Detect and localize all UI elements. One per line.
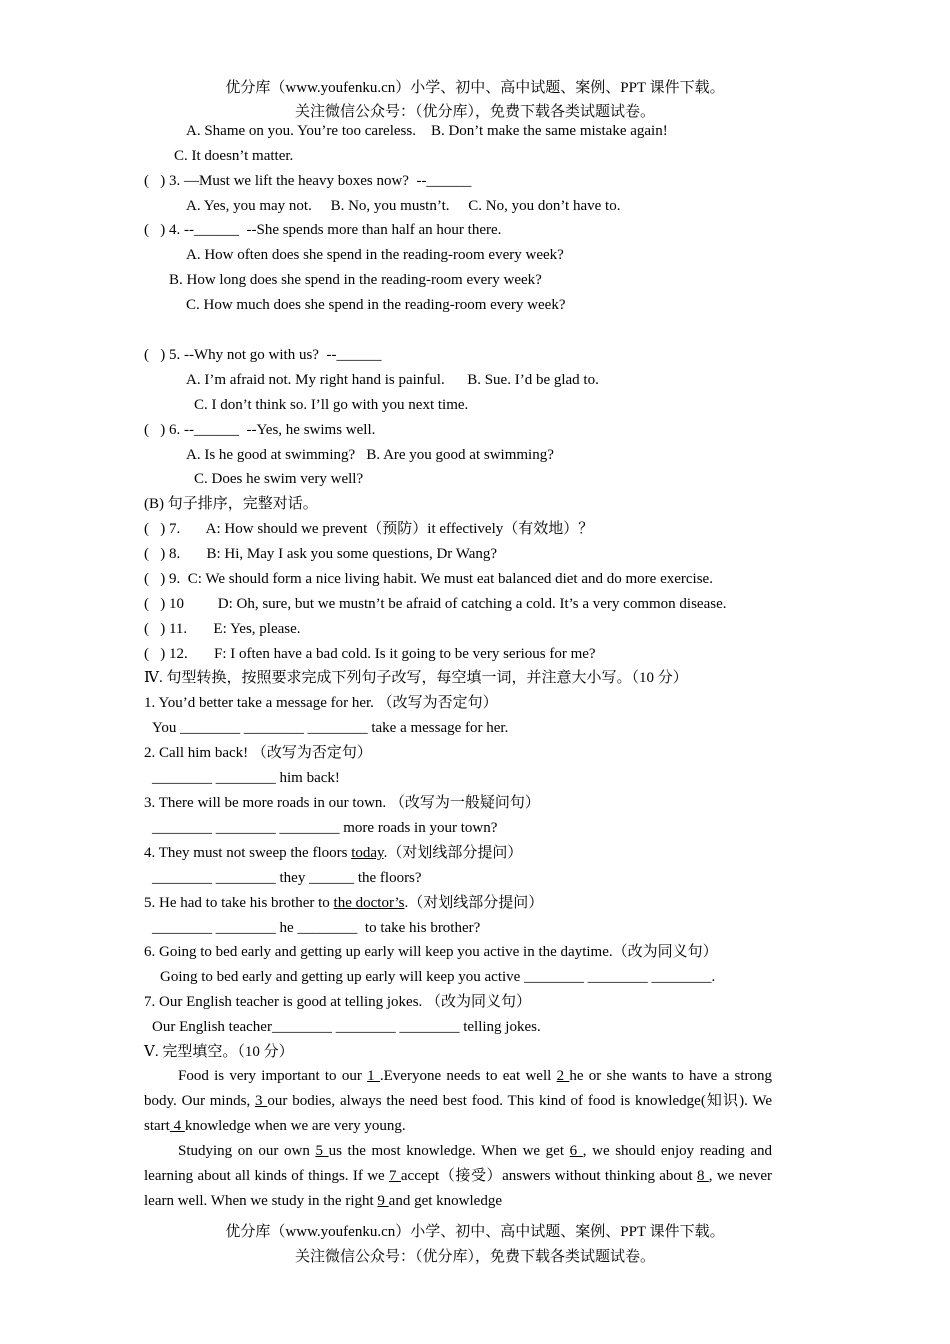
section-4-title: Ⅳ. 句型转换，按照要求完成下列句子改写，每空填一词，并注意大小写。（10 分）: [144, 670, 688, 686]
s4-q5-instruction: .（对划线部分提问）: [404, 895, 544, 911]
s4-question-4: [144, 843, 522, 863]
ordering-row-11: ( ) 11. E: Yes, please.: [144, 621, 301, 637]
q3-stem: ( ) 3. —Must we lift the heavy boxes now? --______: [144, 173, 472, 189]
cloze-blank-8: 8: [696, 1168, 709, 1184]
ordering-row-12: ( ) 12. F: I often have a bad cold. Is it going to be very serious for me?: [144, 646, 596, 662]
header-line-1: 优分库（www.youfenku.cn）小学、初中、高中试题、案例、PPT 课件下载。: [225, 80, 725, 96]
cloze-text: he or she wants to have a strong body. Our minds,: [144, 1068, 772, 1109]
q6-stem: ( ) 6. --______ --Yes, he swims well.: [144, 422, 376, 438]
cloze-blank-4: 4: [169, 1118, 185, 1134]
cloze-text: .Everyone needs to eat well: [379, 1068, 557, 1084]
s4-answer-5: ________ ________ he ________ to take his brother?: [152, 920, 481, 936]
cloze-text: accept（接受）answers without thinking about: [400, 1168, 697, 1184]
cloze-text: , we should enjoy reading and learning about all kinds of things. If we: [144, 1143, 773, 1184]
section-5-title: Ⅴ. 完型填空。（10 分）: [144, 1044, 294, 1060]
cloze-text: knowledge when we are very young.: [184, 1118, 406, 1134]
s4-question-5: [144, 893, 543, 913]
s4-answer-4: ________ ________ they ______ the floors?: [152, 870, 422, 886]
header-line-2: 关注微信公众号：（优分库），免费下载各类试题试卷。: [294, 104, 655, 120]
s4-question-6: 6. Going to bed early and getting up early will keep you active in the daytime.（改为同义句）: [144, 944, 718, 960]
q4-option-a: A. How often does she spend in the reading-room every week?: [186, 247, 564, 263]
cloze-blank-5: 5: [315, 1143, 329, 1159]
cloze-blank-9: 9: [377, 1193, 389, 1209]
cloze-paragraph-1: [144, 1064, 772, 1139]
cloze-blank-6: 6: [569, 1143, 583, 1159]
ordering-row-7: ( ) 7. A: How should we prevent（预防）it effectively（有效地）？: [144, 521, 594, 537]
s4-question-3: 3. There will be more roads in our town. （改写为一般疑问句）: [144, 795, 540, 811]
q3-options: A. Yes, you may not. B. No, you mustn’t. C. No, you don’t have to.: [186, 198, 621, 214]
ordering-row-9: ( ) 9. C: We should form a nice living habit. We must eat balanced diet and do more exercise.: [144, 571, 713, 587]
s4-q4-instruction: .（对划线部分提问）: [383, 845, 523, 861]
cloze-blank-1: 1: [367, 1068, 380, 1084]
s4-question-2: 2. Call him back! （改写为否定句）: [144, 745, 372, 761]
q5-stem: ( ) 5. --Why not go with us? --______: [144, 347, 382, 363]
q2-option-c: C. It doesn’t matter.: [174, 148, 294, 164]
q6-option-c: C. Does he swim very well?: [194, 471, 364, 487]
q5-options: A. I’m afraid not. My right hand is painful. B. Sue. I’d be glad to.: [186, 372, 599, 388]
cloze-text: and get knowledge: [388, 1193, 502, 1209]
cloze-blank-2: 2: [556, 1068, 570, 1084]
footer-line-1: 优分库（www.youfenku.cn）小学、初中、高中试题、案例、PPT 课件下载。: [225, 1224, 725, 1240]
ordering-row-8: ( ) 8. B: Hi, May I ask you some questions, Dr Wang?: [144, 546, 498, 562]
cloze-text: Food is very important to our: [178, 1068, 368, 1084]
ordering-row-10: ( ) 10 D: Oh, sure, but we mustn’t be afraid of catching a cold. It’s a very common disease.: [144, 596, 727, 612]
s4-q5-text: 5. He had to take his brother to: [144, 895, 334, 911]
q4-option-b: B. How long does she spend in the reading-room every week?: [169, 272, 542, 288]
cloze-blank-3: 3: [255, 1093, 268, 1109]
cloze-paragraph-2: [144, 1139, 772, 1214]
cloze-text: our bodies, always the need best food. This kind of food is knowledge(知识). We start: [144, 1093, 773, 1134]
q5-option-c: C. I don’t think so. I’ll go with you next time.: [194, 397, 469, 413]
q4-option-c: C. How much does she spend in the reading-room every week?: [186, 297, 566, 313]
cloze-text: Studying on our own: [178, 1143, 316, 1159]
footer-line-2: 关注微信公众号：（优分库），免费下载各类试题试卷。: [294, 1249, 655, 1265]
s4-answer-6: Going to bed early and getting up early will keep you active ________ ________ ________.: [160, 969, 716, 985]
s4-question-7: 7. Our English teacher is good at telling jokes. （改为同义句）: [144, 994, 532, 1010]
cloze-blank-7: 7: [389, 1168, 401, 1184]
section-b-title: (B) 句子排序，完整对话。: [144, 496, 318, 512]
s4-question-1: 1. You’d better take a message for her. （改写为否定句）: [144, 695, 498, 711]
q2-options-ab: A. Shame on you. You’re too careless. B. Don’t make the same mistake again!: [186, 123, 668, 139]
s4-answer-1: You ________ ________ ________ take a message for her.: [152, 720, 509, 736]
cloze-text: , we never learn well. When we study in the right: [144, 1168, 773, 1209]
q4-stem: ( ) 4. --______ --She spends more than half an hour there.: [144, 222, 502, 238]
s4-q5-underlined: the doctor’s: [333, 895, 405, 911]
s4-q4-underlined: today: [351, 845, 384, 861]
s4-q4-text: 4. They must not sweep the floors: [144, 845, 352, 861]
cloze-text: us the most knowledge. When we get: [328, 1143, 570, 1159]
s4-answer-7: Our English teacher________ ________ ________ telling jokes.: [152, 1019, 541, 1035]
q6-options: A. Is he good at swimming? B. Are you good at swimming?: [186, 447, 554, 463]
s4-answer-3: ________ ________ ________ more roads in your town?: [152, 820, 498, 836]
s4-answer-2: ________ ________ him back!: [152, 770, 340, 786]
